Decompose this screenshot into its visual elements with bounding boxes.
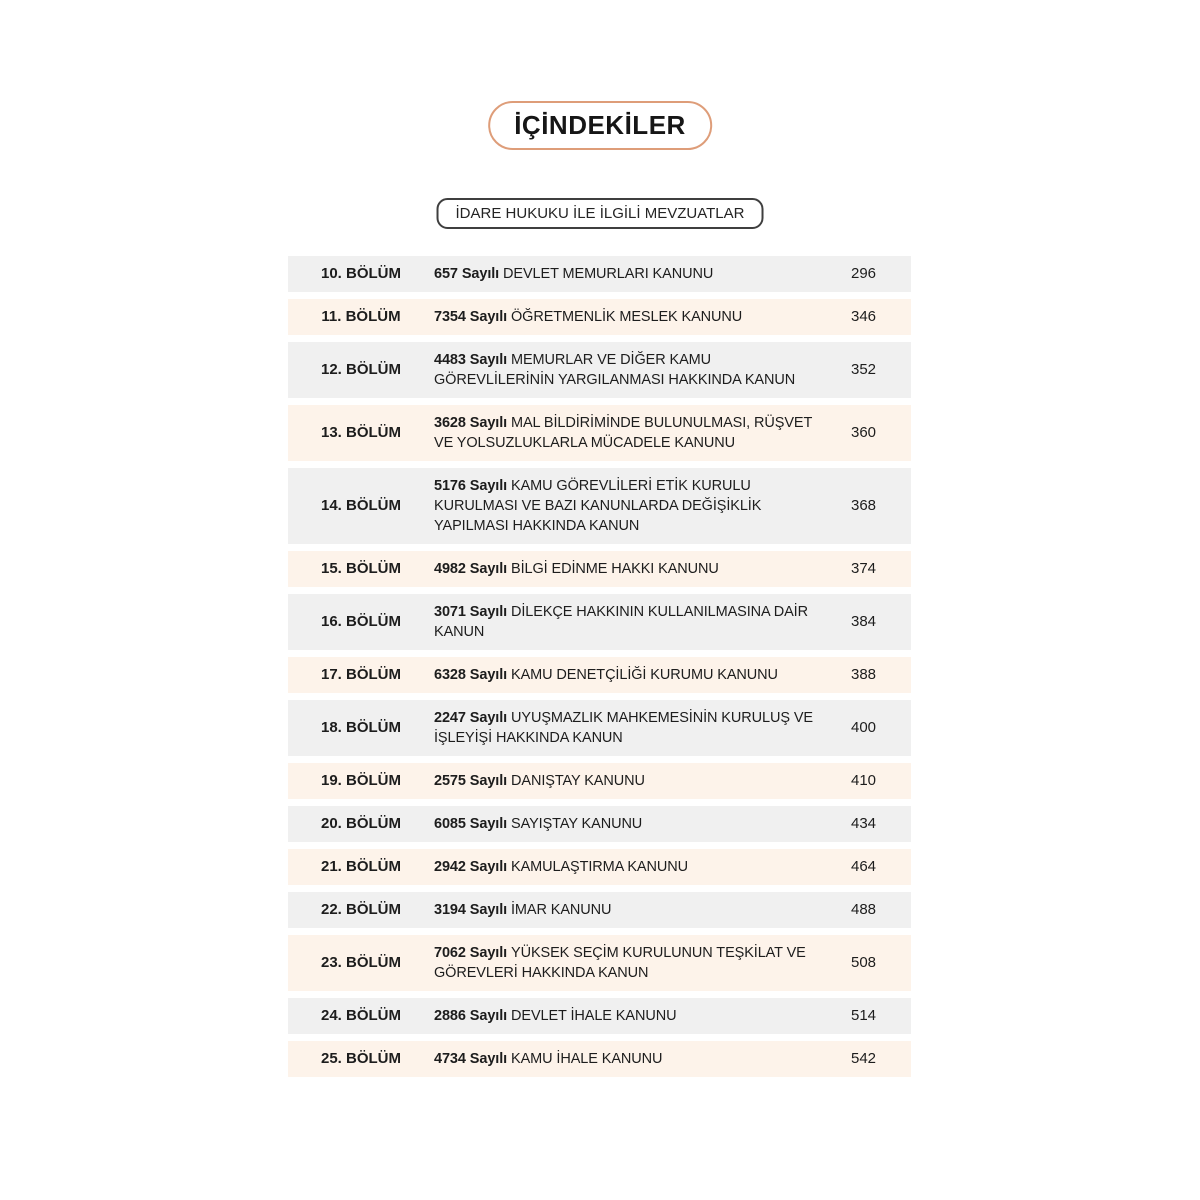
page-number: 374: [851, 560, 877, 577]
law-number: 2247 Sayılı: [434, 710, 511, 726]
toc-row: [288, 935, 911, 991]
law-number: 3628 Sayılı: [434, 415, 511, 431]
law-name: BİLGİ EDİNME HAKKI KANUNU: [511, 561, 719, 577]
law-number: 4483 Sayılı: [434, 352, 511, 368]
page-number: 464: [851, 858, 877, 875]
chapter-label: 23. BÖLÜM: [320, 954, 401, 971]
page-title: [488, 101, 712, 150]
page-number: 508: [851, 954, 877, 971]
page-number: 384: [851, 613, 877, 630]
law-number: 2942 Sayılı: [434, 859, 511, 875]
law-name: MEMURLAR VE DİĞER KAMU GÖREVLİLERİNİN YARGILANMASI HAKKINDA KANUN: [434, 352, 796, 388]
law-number: 6328 Sayılı: [434, 667, 511, 683]
toc-row: [288, 700, 911, 756]
chapter-label: 22. BÖLÜM: [320, 901, 401, 918]
section-heading-text: İDARE HUKUKU İLE İLGİLİ MEVZUATLAR: [455, 205, 745, 222]
toc-row: [288, 763, 911, 799]
page-number: 488: [851, 901, 877, 918]
law-name: DİLEKÇE HAKKININ KULLANILMASINA DAİR KANUN: [434, 604, 808, 640]
toc-row: [288, 342, 911, 398]
toc-row: [288, 594, 911, 650]
law-number: 5176 Sayılı: [434, 478, 511, 494]
chapter-label: 14. BÖLÜM: [320, 497, 401, 514]
toc-row: [288, 657, 911, 693]
chapter-label: 21. BÖLÜM: [320, 858, 401, 875]
law-name: KAMU İHALE KANUNU: [511, 1051, 663, 1067]
page-number: 388: [851, 666, 877, 683]
law-name: ÖĞRETMENLİK MESLEK KANUNU: [511, 309, 743, 325]
law-name: UYUŞMAZLIK MAHKEMESİNİN KURULUŞ VE İŞLEYİŞİ HAKKINDA KANUN: [434, 710, 813, 746]
toc-row: [288, 849, 911, 885]
page-number: 434: [851, 815, 877, 832]
law-title: [434, 900, 826, 920]
law-title: [434, 307, 826, 327]
chapter-label: 20. BÖLÜM: [320, 815, 401, 832]
toc-row: [288, 468, 911, 544]
law-title: [434, 771, 826, 791]
toc-row: [288, 299, 911, 335]
law-name: İMAR KANUNU: [511, 902, 612, 918]
page-number: 410: [851, 772, 877, 789]
law-number: 657 Sayılı: [434, 266, 504, 282]
section-heading: [437, 198, 764, 229]
page-number: 296: [851, 265, 877, 282]
law-title: [434, 264, 826, 284]
law-number: 4982 Sayılı: [434, 561, 511, 577]
chapter-label: 12. BÖLÜM: [320, 361, 401, 378]
toc-row: [288, 405, 911, 461]
law-title: [434, 857, 826, 877]
law-title: [434, 476, 826, 536]
law-title: [434, 814, 826, 834]
law-title: [434, 1006, 826, 1026]
page-title-text: İÇİNDEKİLER: [514, 110, 686, 140]
law-name: MAL BİLDİRİMİNDE BULUNULMASI, RÜŞVET VE YOLSUZLUKLARLA MÜCADELE KANUNU: [434, 415, 812, 451]
chapter-label: 16. BÖLÜM: [320, 613, 401, 630]
law-name: KAMU DENETÇİLİĞİ KURUMU KANUNU: [511, 667, 778, 683]
law-number: 3071 Sayılı: [434, 604, 511, 620]
law-title: [434, 559, 826, 579]
toc-row: [288, 998, 911, 1034]
law-number: 3194 Sayılı: [434, 902, 511, 918]
toc-row: [288, 892, 911, 928]
page-number: 346: [851, 308, 877, 325]
law-name: YÜKSEK SEÇİM KURULUNUN TEŞKİLAT VE GÖREVLERİ HAKKINDA KANUN: [434, 945, 806, 981]
law-number: 2575 Sayılı: [434, 773, 511, 789]
law-title: [434, 602, 826, 642]
page-number: 368: [851, 497, 877, 514]
chapter-label: 13. BÖLÜM: [320, 424, 401, 441]
page-number: 360: [851, 424, 877, 441]
law-title: [434, 413, 826, 453]
page-number: 514: [851, 1007, 877, 1024]
toc-row: [288, 806, 911, 842]
law-number: 7062 Sayılı: [434, 945, 511, 961]
chapter-label: 19. BÖLÜM: [320, 772, 401, 789]
toc-table: [288, 256, 911, 1084]
law-name: DANIŞTAY KANUNU: [511, 773, 645, 789]
law-title: [434, 665, 826, 685]
page-number: 542: [851, 1050, 877, 1067]
law-name: KAMU GÖREVLİLERİ ETİK KURULU KURULMASI VE BAZI KANUNLARDA DEĞİŞİKLİK YAPILMASI HAKKINDA KANUN: [434, 478, 762, 534]
chapter-label: 15. BÖLÜM: [320, 560, 401, 577]
law-number: 7354 Sayılı: [434, 309, 511, 325]
page-number: 352: [851, 361, 877, 378]
toc-row: [288, 256, 911, 292]
law-name: KAMULAŞTIRMA KANUNU: [511, 859, 688, 875]
chapter-label: 11. BÖLÜM: [321, 308, 401, 325]
law-number: 4734 Sayılı: [434, 1051, 511, 1067]
chapter-label: 25. BÖLÜM: [320, 1050, 401, 1067]
law-title: [434, 708, 826, 748]
chapter-label: 18. BÖLÜM: [320, 719, 401, 736]
chapter-label: 24. BÖLÜM: [320, 1007, 401, 1024]
law-number: 2886 Sayılı: [434, 1008, 511, 1024]
law-name: SAYIŞTAY KANUNU: [511, 816, 643, 832]
toc-row: [288, 551, 911, 587]
law-title: [434, 350, 826, 390]
law-title: [434, 1049, 826, 1069]
chapter-label: 10. BÖLÜM: [320, 265, 401, 282]
law-title: [434, 943, 826, 983]
chapter-label: 17. BÖLÜM: [320, 666, 401, 683]
page-number: 400: [851, 719, 877, 736]
law-name: DEVLET MEMURLARI KANUNU: [503, 266, 714, 282]
law-name: DEVLET İHALE KANUNU: [511, 1008, 677, 1024]
toc-row: [288, 1041, 911, 1077]
law-number: 6085 Sayılı: [434, 816, 511, 832]
